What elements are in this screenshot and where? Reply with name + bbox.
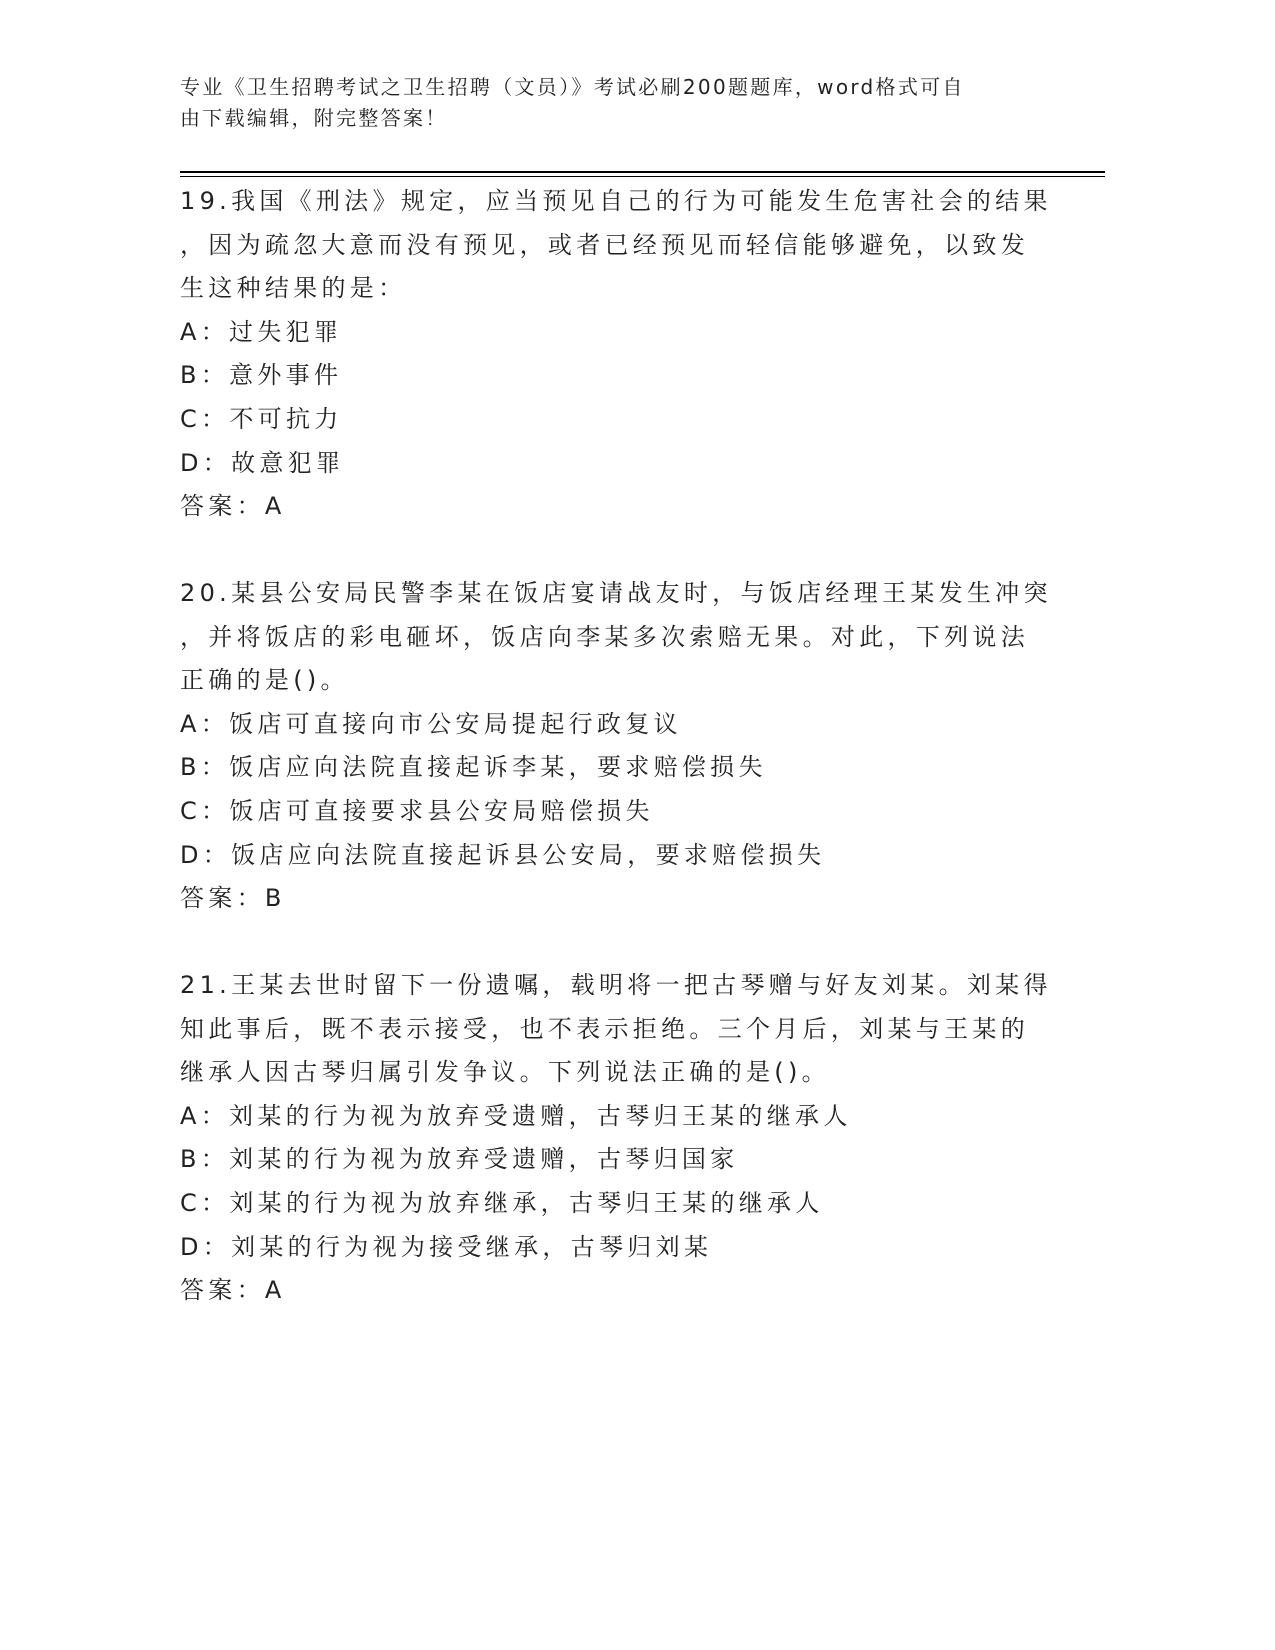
question-stem: 知此事后，既不表示接受，也不表示拒绝。三个月后，刘某与王某的 [180, 1014, 1029, 1043]
header-line: 专业《卫生招聘考试之卫生招聘（文员）》考试必刷200题题库，word格式可自 [180, 75, 965, 99]
option-b: B：意外事件 [180, 361, 343, 390]
question-stem: ，并将饭店的彩电砸坏，饭店向李某多次索赔无果。对此，下列说法 [180, 622, 1029, 651]
option-a: A：过失犯罪 [180, 317, 343, 346]
header-divider [180, 171, 1105, 173]
header-line: 由下载编辑，附完整答案！ [180, 106, 448, 130]
question-stem: ，因为疏忽大意而没有预见，或者已经预见而轻信能够避免，以致发 [180, 230, 1029, 259]
option-b: B：刘某的行为视为放弃受遗赠，古琴归国家 [180, 1145, 739, 1174]
question-stem: 生这种结果的是： [180, 274, 407, 303]
question-19 [180, 180, 1080, 529]
option-d: D：故意犯罪 [180, 448, 345, 477]
question-stem: 21.王某去世时留下一份遗嘱，载明将一把古琴赠与好友刘某。刘某得 [180, 971, 1052, 999]
option-a: A：刘某的行为视为放弃受遗赠，古琴归王某的继承人 [180, 1101, 852, 1130]
answer: 答案：A [180, 492, 286, 521]
option-b: B：饭店应向法院直接起诉李某，要求赔偿损失 [180, 753, 767, 782]
option-c: C：饭店可直接要求县公安局赔偿损失 [180, 796, 654, 825]
answer: 答案：B [180, 884, 286, 913]
option-a: A：饭店可直接向市公安局提起行政复议 [180, 709, 682, 738]
answer: 答案：A [180, 1276, 286, 1305]
option-c: C：刘某的行为视为放弃继承，古琴归王某的继承人 [180, 1188, 824, 1217]
question-20 [180, 572, 1080, 921]
question-21 [180, 964, 1080, 1313]
option-d: D：刘某的行为视为接受继承，古琴归刘某 [180, 1232, 713, 1261]
option-d: D：饭店应向法院直接起诉县公安局，要求赔偿损失 [180, 840, 826, 869]
question-stem: 20.某县公安局民警李某在饭店宴请战友时，与饭店经理王某发生冲突 [180, 579, 1052, 607]
header-divider-thin [180, 176, 1105, 177]
question-stem: 正确的是()。 [180, 666, 349, 695]
document-header [180, 72, 1030, 134]
option-c: C：不可抗力 [180, 404, 343, 433]
question-stem: 继承人因古琴归属引发争议。下列说法正确的是()。 [180, 1058, 830, 1087]
question-stem: 19.我国《刑法》规定，应当预见自己的行为可能发生危害社会的结果 [180, 187, 1052, 215]
